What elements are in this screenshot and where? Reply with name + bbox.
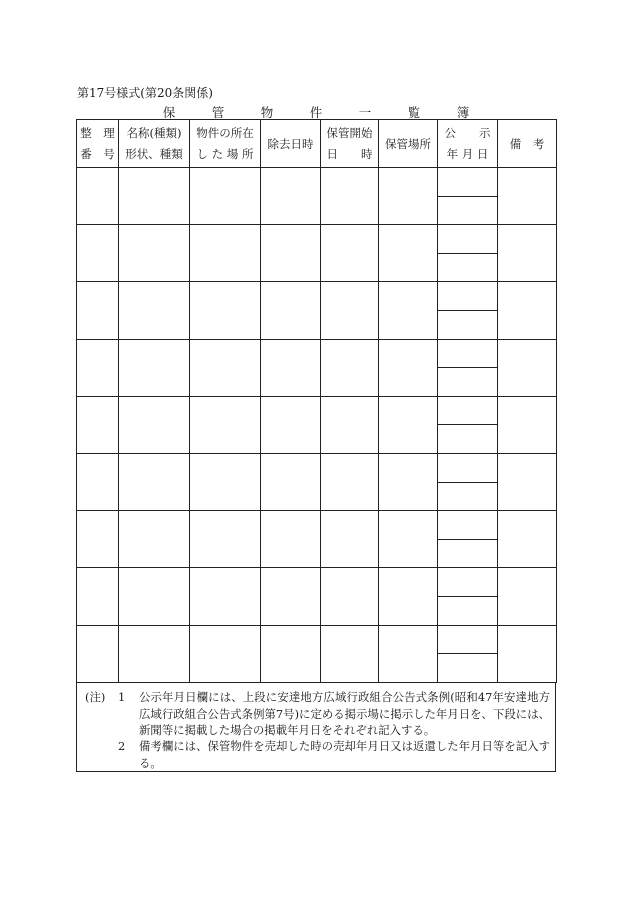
form-title: 保 管 物 件 一 覧 簿 xyxy=(162,105,482,120)
cell-storage-place[interactable] xyxy=(379,453,438,510)
cell-removal-datetime[interactable] xyxy=(261,225,321,282)
cell-serial-number[interactable] xyxy=(77,168,119,225)
header-storage-place: 保管場所 xyxy=(379,120,438,168)
cell-name-shape[interactable] xyxy=(119,625,190,682)
cell-serial-number[interactable] xyxy=(77,568,119,625)
note-item-2 xyxy=(118,738,550,771)
cell-removal-datetime[interactable] xyxy=(261,453,321,510)
cell-remarks[interactable] xyxy=(498,339,557,396)
table-row xyxy=(77,396,557,425)
cell-storage-place[interactable] xyxy=(379,339,438,396)
cell-notice-date-upper[interactable] xyxy=(438,625,498,654)
cell-notice-date-lower[interactable] xyxy=(438,310,498,339)
table-row xyxy=(77,511,557,540)
table-row xyxy=(77,625,557,654)
cell-location[interactable] xyxy=(190,568,261,625)
cell-storage-start[interactable] xyxy=(321,282,379,339)
header-remarks: 備 考 xyxy=(498,120,557,168)
table-row xyxy=(77,282,557,311)
cell-remarks[interactable] xyxy=(498,396,557,453)
ledger-body xyxy=(77,168,557,683)
header-removal-datetime: 除去日時 xyxy=(261,120,321,168)
cell-storage-start[interactable] xyxy=(321,625,379,682)
cell-removal-datetime[interactable] xyxy=(261,625,321,682)
cell-name-shape[interactable] xyxy=(119,225,190,282)
cell-serial-number[interactable] xyxy=(77,511,119,568)
header-storage-start: 保管開始 日 時 xyxy=(321,120,379,168)
cell-remarks[interactable] xyxy=(498,282,557,339)
cell-storage-place[interactable] xyxy=(379,396,438,453)
cell-storage-start[interactable] xyxy=(321,225,379,282)
cell-notice-date-lower[interactable] xyxy=(438,654,498,683)
cell-notice-date-upper[interactable] xyxy=(438,453,498,482)
cell-location[interactable] xyxy=(190,225,261,282)
cell-location[interactable] xyxy=(190,282,261,339)
cell-serial-number[interactable] xyxy=(77,453,119,510)
table-row xyxy=(77,168,557,197)
cell-storage-start[interactable] xyxy=(321,339,379,396)
cell-location[interactable] xyxy=(190,339,261,396)
cell-storage-place[interactable] xyxy=(379,625,438,682)
cell-serial-number[interactable] xyxy=(77,282,119,339)
cell-removal-datetime[interactable] xyxy=(261,282,321,339)
cell-storage-start[interactable] xyxy=(321,396,379,453)
header-row xyxy=(77,120,557,168)
cell-location[interactable] xyxy=(190,625,261,682)
cell-name-shape[interactable] xyxy=(119,453,190,510)
cell-removal-datetime[interactable] xyxy=(261,396,321,453)
note-text: 備考欄には、保管物件を売却した時の売却年月日又は返還した年月日等を記入する。 xyxy=(139,739,550,770)
cell-remarks[interactable] xyxy=(498,568,557,625)
table-row xyxy=(77,225,557,254)
cell-notice-date-upper[interactable] xyxy=(438,339,498,368)
cell-notice-date-lower[interactable] xyxy=(438,253,498,282)
cell-location[interactable] xyxy=(190,511,261,568)
cell-storage-place[interactable] xyxy=(379,168,438,225)
cell-storage-start[interactable] xyxy=(321,568,379,625)
cell-notice-date-upper[interactable] xyxy=(438,511,498,540)
cell-notice-date-upper[interactable] xyxy=(438,568,498,597)
cell-storage-start[interactable] xyxy=(321,453,379,510)
cell-notice-date-lower[interactable] xyxy=(438,425,498,454)
cell-storage-place[interactable] xyxy=(379,568,438,625)
cell-location[interactable] xyxy=(190,453,261,510)
header-notice-date: 公 示 年 月 日 xyxy=(438,120,498,168)
cell-notice-date-lower[interactable] xyxy=(438,539,498,568)
cell-notice-date-lower[interactable] xyxy=(438,482,498,511)
cell-notice-date-upper[interactable] xyxy=(438,168,498,197)
note-number: 2 xyxy=(118,739,126,753)
form-label: 第17号様式(第20条関係) xyxy=(77,86,213,100)
cell-remarks[interactable] xyxy=(498,511,557,568)
table-row xyxy=(77,568,557,597)
cell-storage-start[interactable] xyxy=(321,511,379,568)
cell-remarks[interactable] xyxy=(498,453,557,510)
cell-location[interactable] xyxy=(190,168,261,225)
cell-notice-date-lower[interactable] xyxy=(438,368,498,397)
ledger-table xyxy=(76,119,557,683)
cell-name-shape[interactable] xyxy=(119,568,190,625)
cell-serial-number[interactable] xyxy=(77,339,119,396)
cell-removal-datetime[interactable] xyxy=(261,339,321,396)
notes-box xyxy=(76,682,556,772)
cell-serial-number[interactable] xyxy=(77,625,119,682)
cell-removal-datetime[interactable] xyxy=(261,568,321,625)
cell-serial-number[interactable] xyxy=(77,396,119,453)
cell-removal-datetime[interactable] xyxy=(261,511,321,568)
cell-remarks[interactable] xyxy=(498,168,557,225)
cell-name-shape[interactable] xyxy=(119,511,190,568)
cell-storage-place[interactable] xyxy=(379,225,438,282)
cell-name-shape[interactable] xyxy=(119,168,190,225)
cell-serial-number[interactable] xyxy=(77,225,119,282)
cell-location[interactable] xyxy=(190,396,261,453)
header-serial-number: 整 理 番 号 xyxy=(77,120,119,168)
table-row xyxy=(77,453,557,482)
note-item-1 xyxy=(118,689,550,739)
cell-notice-date-upper[interactable] xyxy=(438,396,498,425)
header-name-shape: 名称(種類) 形状、種類 xyxy=(119,120,190,168)
header-location: 物件の所在 し た 場 所 xyxy=(190,120,261,168)
cell-storage-place[interactable] xyxy=(379,282,438,339)
table-row xyxy=(77,339,557,368)
note-text: 公示年月日欄には、上段に安達地方広域行政組合公告式条例(昭和47年安達地方広域行政組合公告式条例第7号)に定める掲示場に掲示した年月日を、下段には、新聞等に掲載した場合の掲載年月日をそれぞれ記入する。 xyxy=(139,690,550,737)
notes-mark: (注) xyxy=(85,690,106,704)
cell-notice-date-upper[interactable] xyxy=(438,282,498,311)
cell-removal-datetime[interactable] xyxy=(261,168,321,225)
cell-name-shape[interactable] xyxy=(119,282,190,339)
cell-notice-date-lower[interactable] xyxy=(438,596,498,625)
cell-storage-start[interactable] xyxy=(321,168,379,225)
cell-notice-date-lower[interactable] xyxy=(438,196,498,225)
cell-remarks[interactable] xyxy=(498,625,557,682)
note-number: 1 xyxy=(118,690,126,704)
cell-name-shape[interactable] xyxy=(119,339,190,396)
cell-notice-date-upper[interactable] xyxy=(438,225,498,254)
cell-remarks[interactable] xyxy=(498,225,557,282)
cell-storage-place[interactable] xyxy=(379,511,438,568)
cell-name-shape[interactable] xyxy=(119,396,190,453)
